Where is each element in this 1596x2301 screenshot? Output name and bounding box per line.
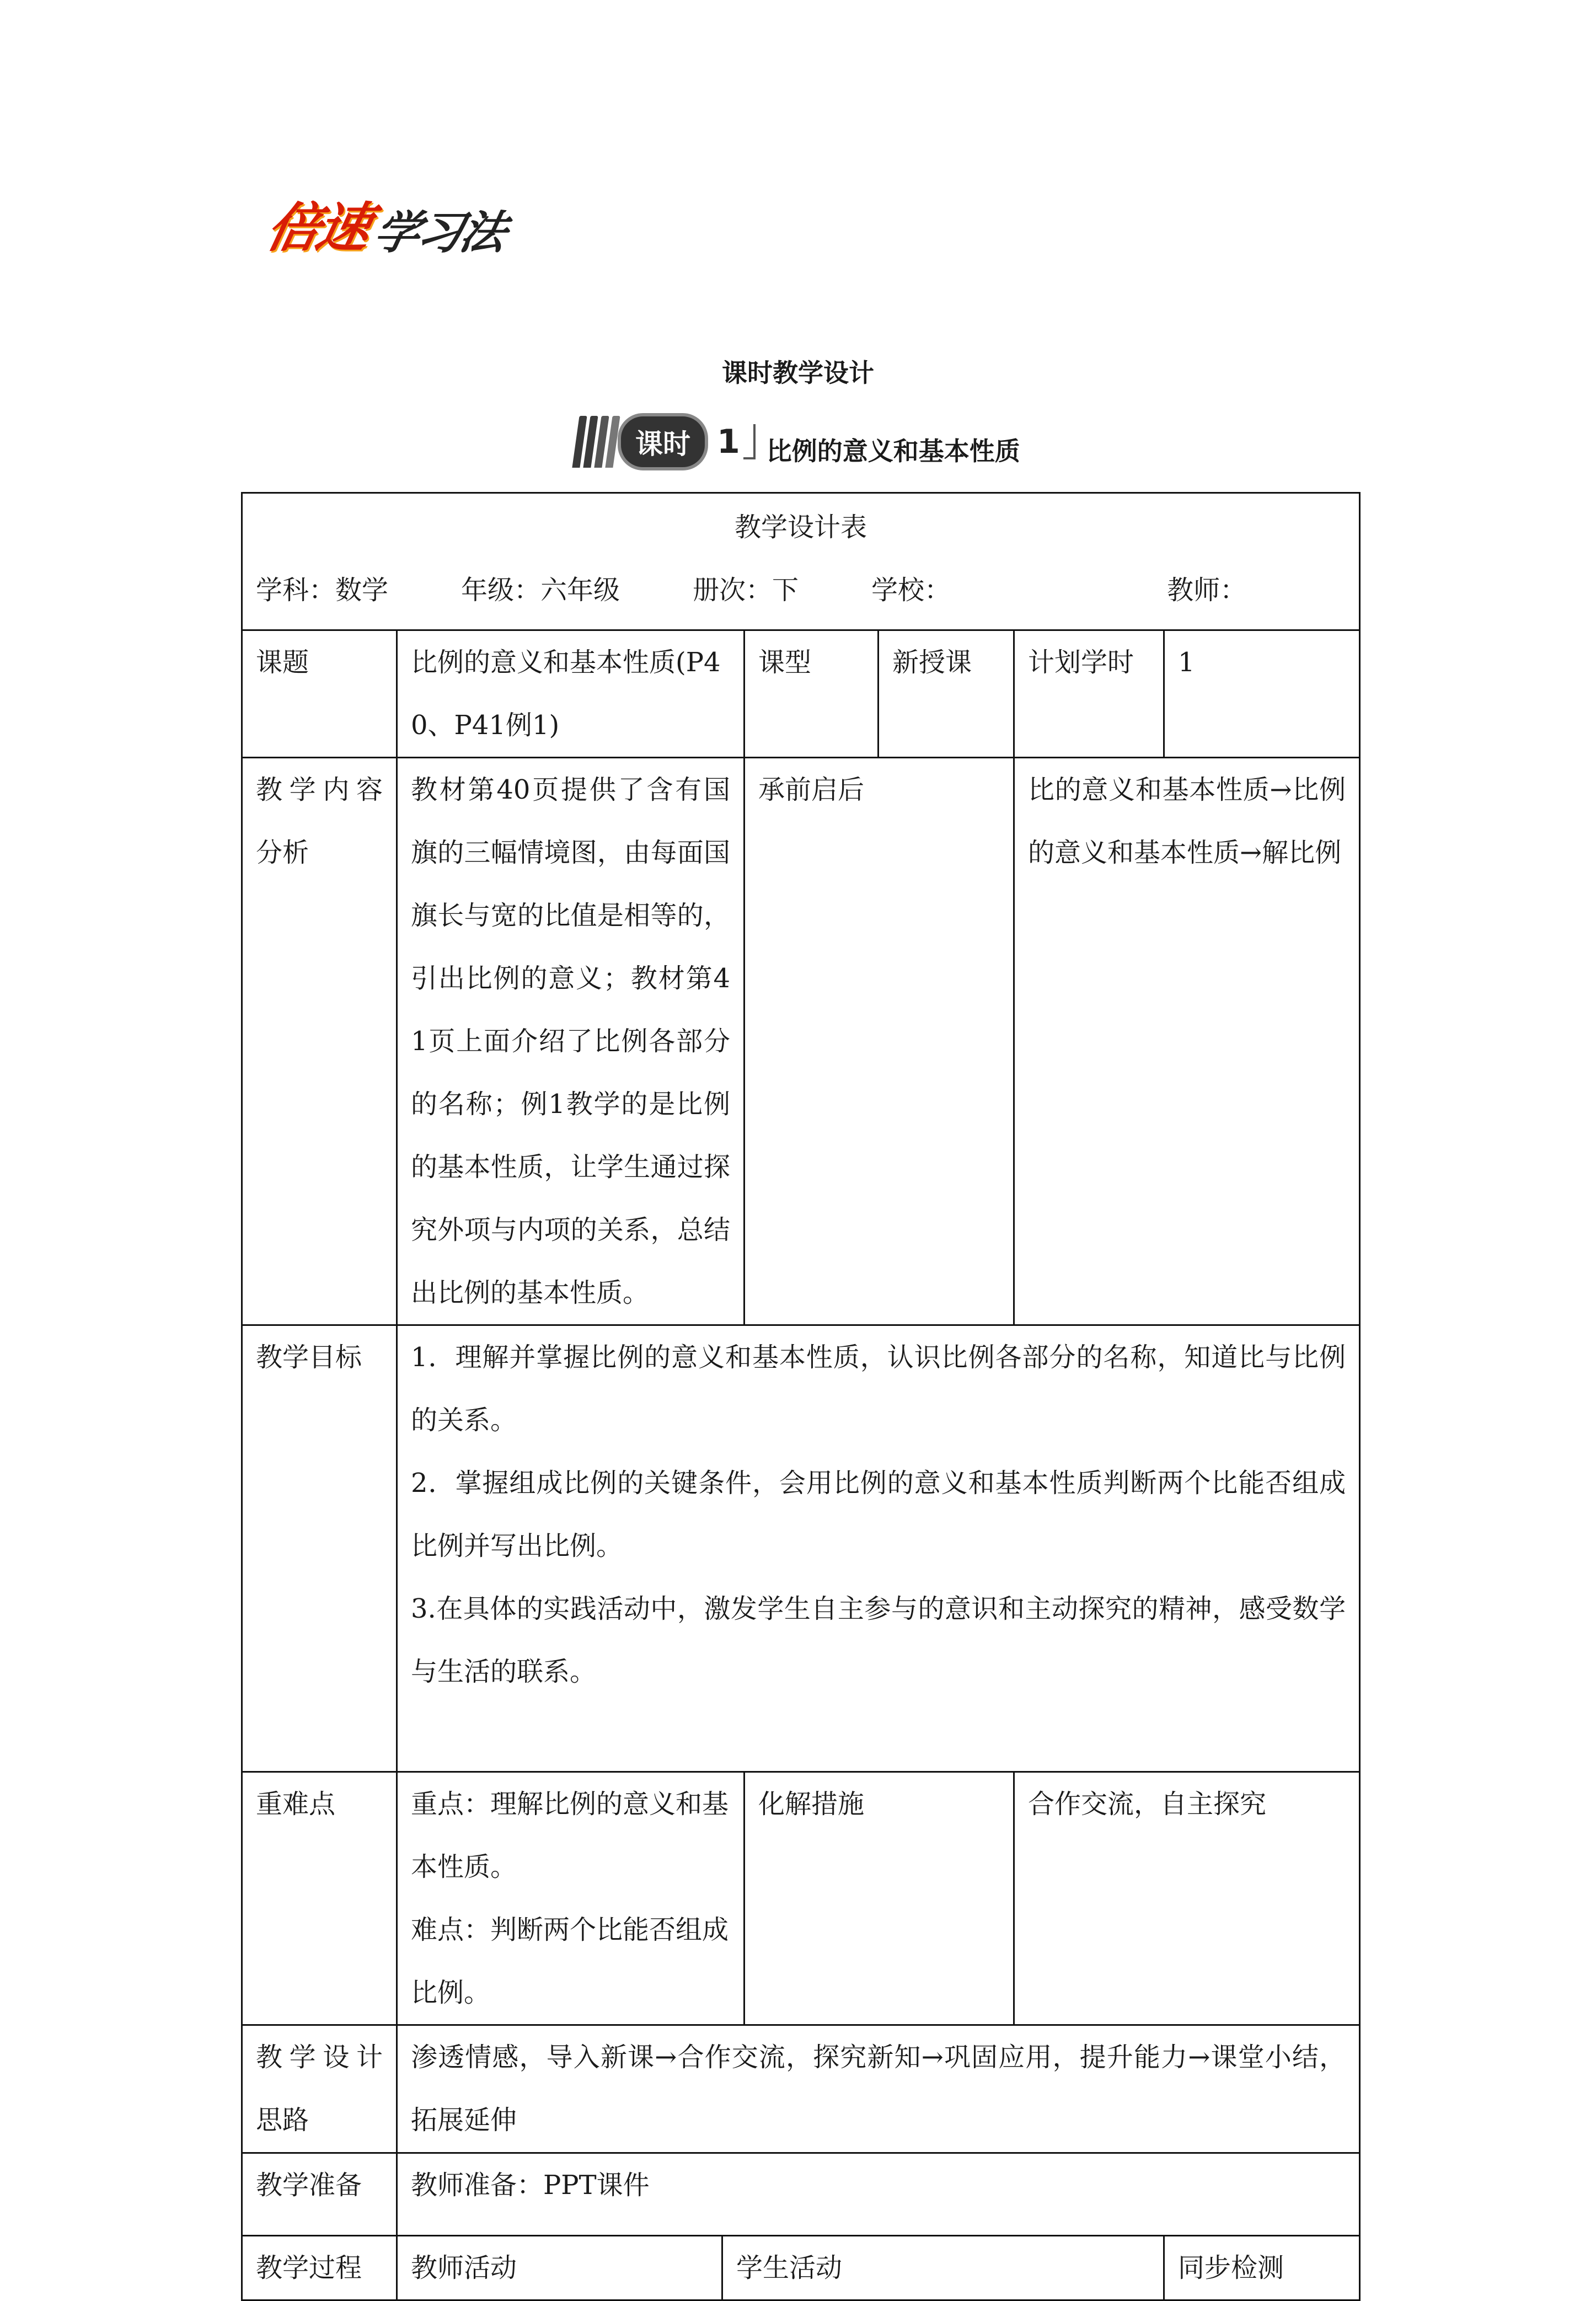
table-row: [242, 1325, 1360, 1772]
goal-item: 2．掌握组成比例的关键条件，会用比例的意义和基本性质判断两个比能否组成比例并写出比例。: [411, 1468, 1346, 1561]
page-title: 课时教学设计: [722, 358, 874, 388]
goal-item: 3.在具体的实践活动中，激发学生自主参与的意识和主动探究的精神，感受数学与生活的联系。: [411, 1593, 1346, 1687]
table-row: [242, 2153, 1360, 2236]
book-icon: [574, 413, 622, 471]
lesson-badge-label: 课时: [618, 413, 708, 470]
lesson-number: 1: [717, 422, 740, 461]
key-label: 重难点: [242, 1772, 397, 2025]
hours-label: 计划学时: [1014, 630, 1164, 758]
table-row: [242, 758, 1360, 1325]
school-field: 学校：: [871, 575, 951, 606]
connect-label: 承前启后: [745, 758, 1014, 1325]
process-label: 教学过程: [242, 2236, 397, 2300]
teacher-field: 教师：: [1167, 575, 1247, 606]
hours-value: 1: [1164, 630, 1360, 758]
sync-check-header: 同步检测: [1164, 2236, 1360, 2300]
key-point: 重点：理解比例的意义和基本性质。: [411, 1789, 729, 1882]
goals-label: 教学目标: [242, 1325, 397, 1772]
teacher-activity-header: 教师活动: [397, 2236, 722, 2300]
logo-text-black: 学习法: [369, 207, 510, 259]
design-label: 教学设计思路: [242, 2025, 397, 2153]
goal-item: 1．理解并掌握比例的意义和基本性质，认识比例各部分的名称，知道比与比例的关系。: [411, 1342, 1346, 1436]
info-line: [256, 559, 1346, 622]
difficult-point: 难点：判断两个比能否组成比例。: [411, 1914, 729, 2008]
prep-label: 教学准备: [242, 2153, 397, 2236]
table-row: [242, 630, 1360, 758]
content-label: 教学内容分析: [242, 758, 397, 1325]
prep-value: 教师准备：PPT课件: [397, 2153, 1360, 2236]
logo-text-red: 倍速: [261, 197, 374, 259]
lesson-header: [574, 413, 1020, 471]
table-row: [242, 2025, 1360, 2153]
goals-list: [397, 1325, 1360, 1772]
lesson-badge: [574, 413, 756, 471]
teaching-design-table: [241, 492, 1361, 2301]
brand-logo: [261, 197, 510, 261]
table-caption: 教学设计表: [735, 512, 867, 543]
lesson-title: 比例的意义和基本性质: [766, 436, 1020, 466]
grade-field: 年级：六年级: [461, 575, 620, 606]
topic-label: 课题: [242, 630, 397, 758]
bracket-decoration: [743, 424, 756, 459]
volume-field: 册次：下: [693, 575, 799, 606]
student-activity-header: 学生活动: [722, 2236, 1164, 2300]
table-row: [242, 1772, 1360, 2025]
resolve-label: 化解措施: [745, 1772, 1014, 2025]
connect-value: 比的意义和基本性质→比例的意义和基本性质→解比例: [1014, 758, 1360, 1325]
content-value: 教材第40页提供了含有国旗的三幅情境图，由每面国旗长与宽的比值是相等的，引出比例的意义；教材第41页上面介绍了比例各部分的名称；例1教学的是比例的基本性质，让学生通过探究外项与内项的关系，总结出比例的基本性质。: [397, 758, 745, 1325]
key-points: [397, 1772, 745, 2025]
table-row: [242, 2236, 1360, 2300]
subject-field: 学科：数学: [256, 575, 389, 606]
type-value: 新授课: [879, 630, 1014, 758]
design-value: 渗透情感，导入新课→合作交流，探究新知→巩固应用，提升能力→课堂小结，拓展延伸: [397, 2025, 1360, 2153]
topic-value: 比例的意义和基本性质(P40、P41例1): [397, 630, 745, 758]
table-header-row: [242, 493, 1360, 630]
type-label: 课型: [745, 630, 879, 758]
resolve-value: 合作交流，自主探究: [1014, 1772, 1360, 2025]
